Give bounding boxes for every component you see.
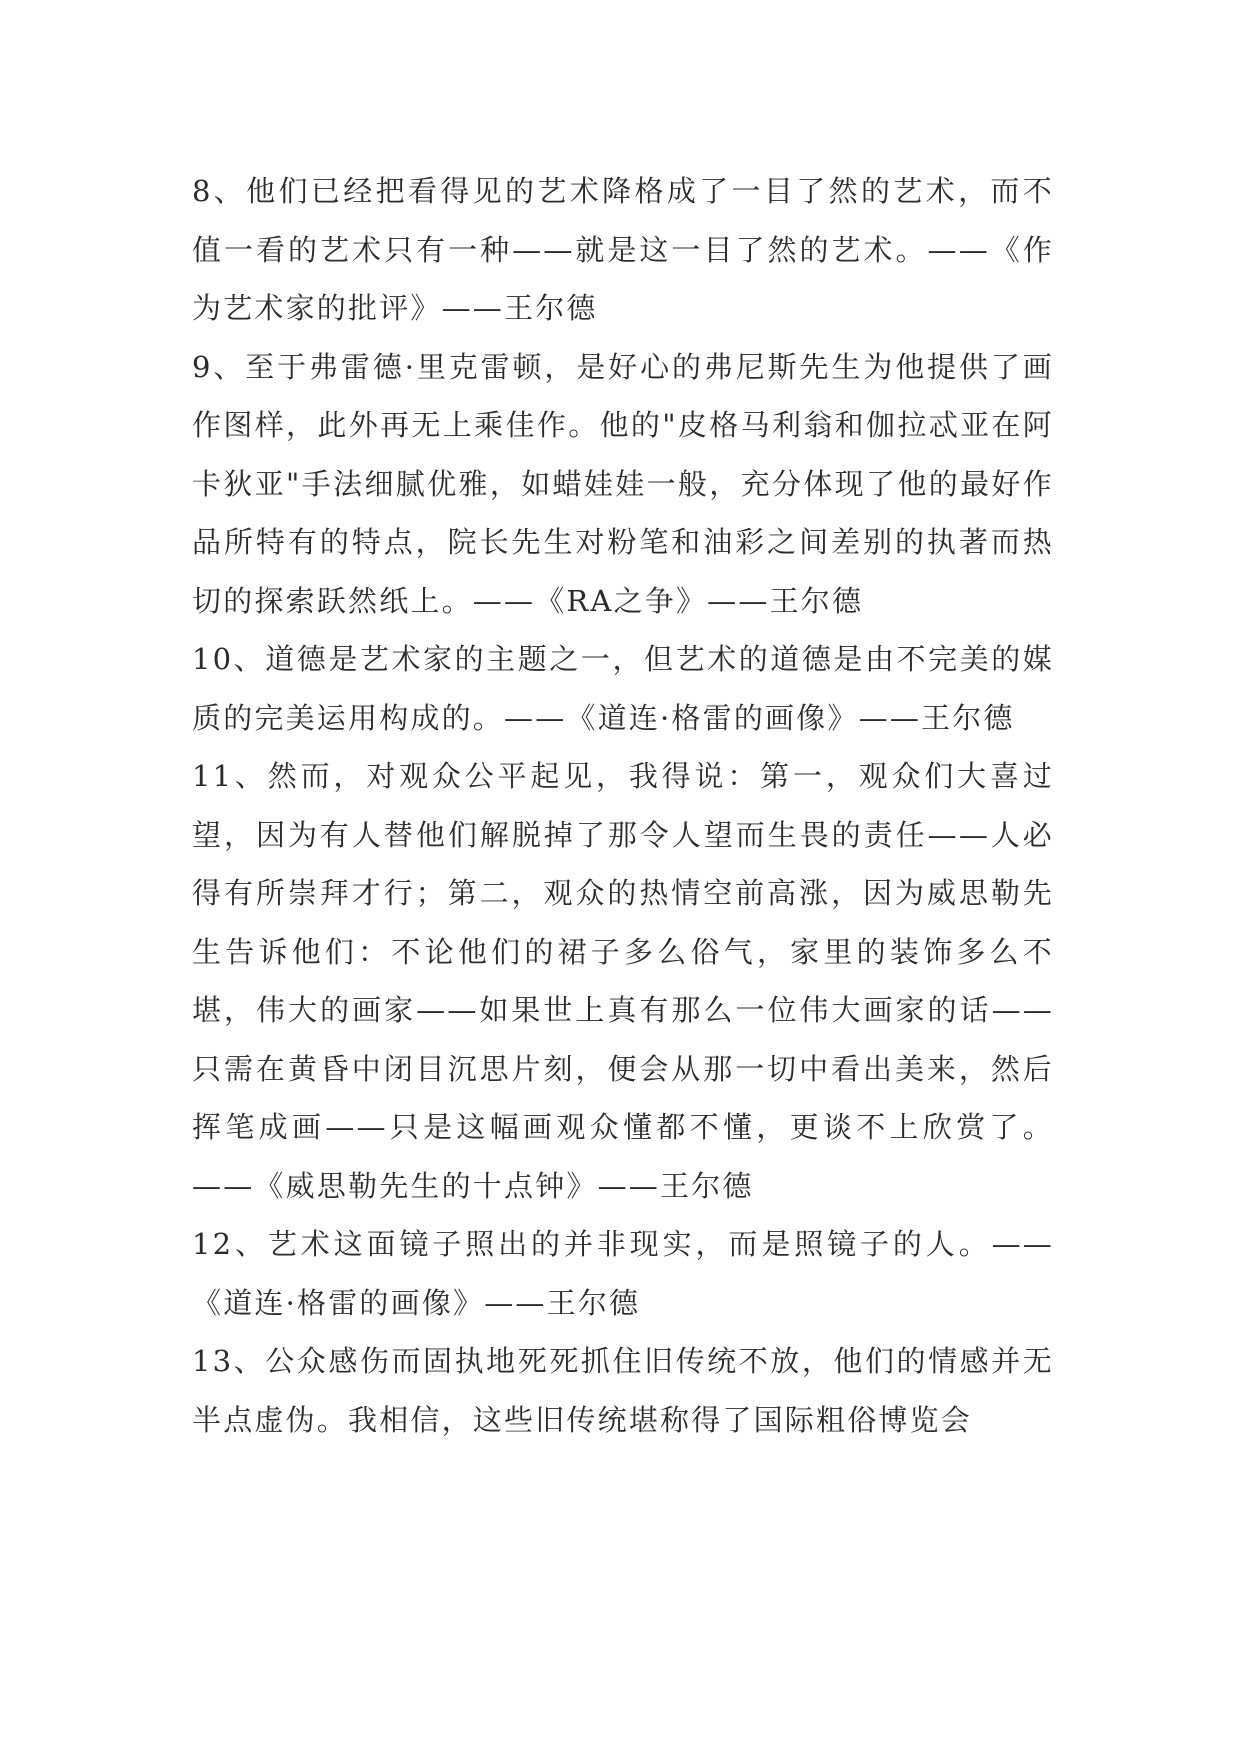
quote-paragraph-11: 11、然而，对观众公平起见，我得说：第一，观众们大喜过望，因为有人替他们解脱掉了那令人望而生畏的责任——人必得有所崇拜才行；第二，观众的热情空前高涨，因为威思勒先生告诉他们：不论他们的裙子多么俗气，家里的装饰多么不堪，伟大的画家——如果世上真有那么一位伟大画家的话——只需在黄昏中闭目沉思片刻，便会从那一切中看出美来，然后挥笔成画——只是这幅画观众懂都不懂，更谈不上欣赏了。——《威思勒先生的十点钟》——王尔德: [192, 759, 1054, 1203]
document-page: [192, 162, 1054, 1449]
quote-paragraph-12: 12、艺术这面镜子照出的并非现实，而是照镜子的人。——《道连·格雷的画像》——王尔德: [192, 1227, 1054, 1320]
quote-paragraph-9: 9、至于弗雷德·里克雷顿，是好心的弗尼斯先生为他提供了画作图样，此外再无上乘佳作。他的"皮格马利翁和伽拉忒亚在阿卡狄亚"手法细腻优雅，如蜡娃娃一般，充分体现了他的最好作品所特有的特点，院长先生对粉笔和油彩之间差别的执著而热切的探索跃然纸上。——《RA之争》——王尔德: [192, 349, 1054, 618]
quote-paragraph-8: 8、他们已经把看得见的艺术降格成了一目了然的艺术，而不值一看的艺术只有一种——就是这一目了然的艺术。——《作为艺术家的批评》——王尔德: [192, 174, 1054, 325]
quote-paragraph-10: 10、道德是艺术家的主题之一，但艺术的道德是由不完美的媒质的完美运用构成的。——《道连·格雷的画像》——王尔德: [192, 642, 1054, 735]
quote-paragraph-13: 13、公众感伤而固执地死死抓住旧传统不放，他们的情感并无半点虚伪。我相信，这些旧传统堪称得了国际粗俗博览会: [192, 1344, 1054, 1437]
